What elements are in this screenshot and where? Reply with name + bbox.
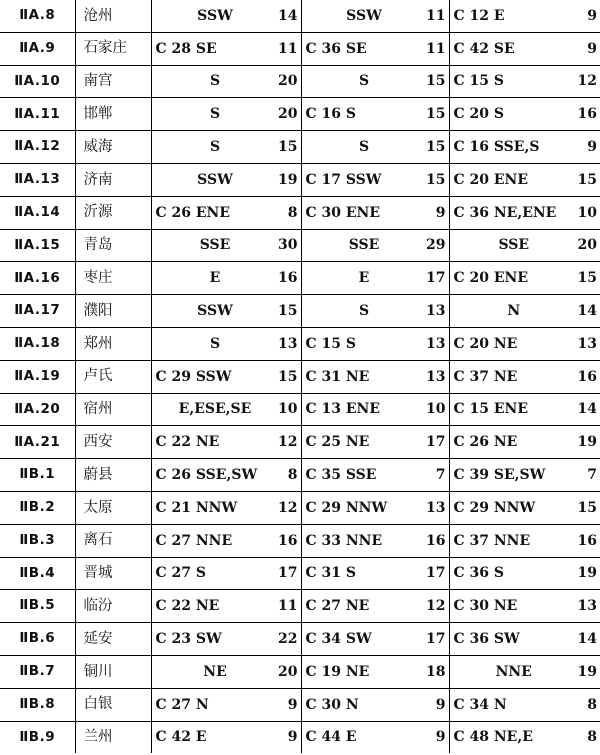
wind-frequency: 15 [426, 139, 446, 156]
wind-direction: C 16 S [305, 106, 356, 123]
table-row [0, 0, 600, 32]
wind-frequency: 14 [577, 401, 597, 418]
wind-cell [449, 426, 600, 459]
wind-cell [449, 688, 600, 721]
zone-code-cell: ⅡA.12 [0, 131, 75, 164]
wind-cell [151, 655, 301, 688]
wind-cell [151, 557, 301, 590]
city-name-cell: 蔚县 [75, 459, 151, 492]
wind-direction: S [209, 106, 221, 123]
wind-frequency: 19 [577, 434, 597, 451]
wind-direction: C 36 SW [453, 631, 520, 648]
wind-cell [449, 491, 600, 524]
wind-frequency: 9 [587, 40, 597, 57]
table-row [0, 393, 600, 426]
wind-direction: C 22 NE [155, 434, 220, 451]
wind-cell [449, 163, 600, 196]
wind-direction: C 37 NE [453, 368, 518, 385]
wind-cell [449, 360, 600, 393]
wind-cell [151, 229, 301, 262]
wind-cell [449, 65, 600, 98]
wind-frequency: 12 [426, 598, 446, 615]
wind-cell [301, 393, 449, 426]
wind-cell [301, 295, 449, 328]
wind-frequency: 16 [426, 532, 446, 549]
wind-frequency: 17 [426, 565, 446, 582]
wind-frequency: 13 [426, 335, 446, 352]
table-row [0, 131, 600, 164]
wind-direction: S [358, 303, 370, 320]
wind-cell [449, 655, 600, 688]
wind-frequency: 9 [435, 729, 446, 746]
wind-direction: C 26 SSE,SW [155, 467, 258, 484]
table-row [0, 163, 600, 196]
wind-direction: C 30 NE [453, 598, 518, 615]
wind-cell [301, 655, 449, 688]
wind-direction: C 30 ENE [305, 204, 381, 221]
zone-code-cell: ⅡB.1 [0, 459, 75, 492]
wind-cell [301, 524, 449, 557]
wind-direction: C 33 NNE [305, 532, 383, 549]
wind-cell [449, 262, 600, 295]
wind-cell [301, 262, 449, 295]
zone-code-cell: ⅡA.19 [0, 360, 75, 393]
table-row [0, 32, 600, 65]
wind-cell [151, 131, 301, 164]
wind-cell [151, 0, 301, 32]
wind-direction: C 27 S [155, 565, 206, 582]
wind-frequency: 22 [278, 631, 298, 648]
wind-direction: C 19 NE [305, 663, 370, 680]
wind-cell [151, 721, 301, 753]
zone-code-cell: ⅡB.6 [0, 623, 75, 656]
wind-frequency: 15 [577, 499, 597, 516]
wind-cell [449, 327, 600, 360]
city-name-cell: 济南 [75, 163, 151, 196]
wind-frequency: 12 [577, 73, 597, 90]
wind-direction: S [209, 73, 221, 90]
zone-code-cell: ⅡA.20 [0, 393, 75, 426]
wind-frequency: 9 [587, 139, 597, 156]
wind-direction: C 31 NE [305, 368, 370, 385]
wind-direction: C 36 S [453, 565, 504, 582]
city-name-cell: 濮阳 [75, 295, 151, 328]
wind-cell [301, 163, 449, 196]
wind-direction: C 27 N [155, 696, 209, 713]
wind-frequency: 13 [426, 368, 446, 385]
zone-code-cell: ⅡB.2 [0, 491, 75, 524]
wind-cell [449, 393, 600, 426]
wind-frequency: 8 [287, 204, 298, 221]
zone-code-cell: ⅡB.7 [0, 655, 75, 688]
wind-direction: C 27 NNE [155, 532, 233, 549]
city-name-cell: 枣庄 [75, 262, 151, 295]
table-row [0, 491, 600, 524]
wind-cell [449, 590, 600, 623]
wind-cell [449, 721, 600, 753]
wind-cell [151, 295, 301, 328]
wind-cell [151, 491, 301, 524]
wind-cell [301, 426, 449, 459]
zone-code-cell: ⅡB.5 [0, 590, 75, 623]
wind-cell [449, 623, 600, 656]
wind-frequency: 14 [577, 631, 597, 648]
zone-code-cell: ⅡA.14 [0, 196, 75, 229]
wind-frequency: 11 [426, 7, 446, 24]
wind-frequency: 17 [426, 631, 446, 648]
wind-direction: SSE [199, 237, 231, 254]
wind-frequency: 15 [278, 303, 298, 320]
wind-frequency: 16 [278, 532, 298, 549]
wind-cell [151, 196, 301, 229]
wind-frequency: 20 [278, 663, 298, 680]
wind-direction: S [358, 73, 370, 90]
wind-direction: C 26 NE [453, 434, 518, 451]
wind-frequency: 19 [278, 171, 298, 188]
wind-direction: NNE [495, 663, 532, 680]
wind-direction: C 42 E [155, 729, 207, 746]
wind-cell [449, 557, 600, 590]
city-name-cell: 临汾 [75, 590, 151, 623]
wind-direction: C 12 E [453, 7, 505, 24]
wind-cell [449, 32, 600, 65]
wind-frequency: 10 [278, 401, 298, 418]
zone-code-cell: ⅡA.9 [0, 32, 75, 65]
wind-direction: C 22 NE [155, 598, 220, 615]
wind-frequency: 19 [577, 663, 597, 680]
table-row [0, 721, 600, 753]
wind-frequency: 7 [435, 467, 446, 484]
wind-direction: SSE [348, 237, 380, 254]
wind-direction: C 30 N [305, 696, 359, 713]
wind-frequency: 12 [278, 434, 298, 451]
wind-direction: C 48 NE,E [453, 729, 533, 746]
wind-direction: C 27 NE [305, 598, 370, 615]
wind-frequency: 13 [426, 303, 446, 320]
wind-frequency: 7 [587, 467, 597, 484]
wind-direction: C 36 NE,ENE [453, 204, 557, 221]
wind-cell [301, 623, 449, 656]
wind-frequency: 10 [426, 401, 446, 418]
zone-code-cell: ⅡA.8 [0, 0, 75, 32]
wind-frequency: 29 [426, 237, 446, 254]
wind-cell [301, 0, 449, 32]
wind-cell [301, 32, 449, 65]
city-name-cell: 宿州 [75, 393, 151, 426]
wind-direction: C 15 ENE [453, 401, 529, 418]
wind-cell [449, 0, 600, 32]
wind-direction: C 21 NNW [155, 499, 238, 516]
wind-direction: C 34 SW [305, 631, 372, 648]
table-row [0, 327, 600, 360]
wind-direction: C 17 SSW [305, 171, 382, 188]
wind-frequency: 14 [278, 7, 298, 24]
zone-code-cell: ⅡA.10 [0, 65, 75, 98]
wind-frequency: 8 [587, 729, 597, 746]
wind-direction: C 25 NE [305, 434, 370, 451]
city-name-cell: 郑州 [75, 327, 151, 360]
wind-cell [151, 688, 301, 721]
table-row [0, 590, 600, 623]
wind-frequency: 15 [426, 171, 446, 188]
wind-direction: C 20 NE [453, 335, 518, 352]
table-row [0, 459, 600, 492]
wind-direction: C 13 ENE [305, 401, 381, 418]
zone-code-cell: ⅡB.9 [0, 721, 75, 753]
table-row [0, 196, 600, 229]
wind-frequency: 8 [587, 696, 597, 713]
wind-cell [449, 98, 600, 131]
wind-cell [151, 426, 301, 459]
wind-cell [151, 623, 301, 656]
wind-frequency: 15 [426, 73, 446, 90]
wind-cell [151, 163, 301, 196]
city-name-cell: 兰州 [75, 721, 151, 753]
wind-direction: C 28 SE [155, 40, 217, 57]
wind-direction: S [358, 139, 370, 156]
wind-cell [449, 524, 600, 557]
wind-direction: C 34 N [453, 696, 507, 713]
wind-direction: E,ESE,SE [178, 401, 252, 418]
wind-cell [301, 327, 449, 360]
wind-cell [301, 65, 449, 98]
wind-direction: C 29 SSW [155, 368, 232, 385]
wind-cell [151, 524, 301, 557]
zone-code-cell: ⅡA.21 [0, 426, 75, 459]
wind-frequency: 12 [278, 499, 298, 516]
city-name-cell: 青岛 [75, 229, 151, 262]
wind-direction: SSW [197, 7, 233, 24]
wind-frequency: 13 [577, 335, 597, 352]
wind-frequency: 17 [426, 270, 446, 287]
wind-cell [151, 360, 301, 393]
wind-frequency: 15 [577, 270, 597, 287]
wind-frequency: 20 [278, 106, 298, 123]
wind-cell [301, 131, 449, 164]
wind-cell [151, 393, 301, 426]
city-name-cell: 晋城 [75, 557, 151, 590]
city-name-cell: 延安 [75, 623, 151, 656]
wind-cell [151, 98, 301, 131]
zone-code-cell: ⅡB.3 [0, 524, 75, 557]
wind-cell [449, 459, 600, 492]
wind-direction: C 35 SSE [305, 467, 377, 484]
table-row [0, 557, 600, 590]
wind-cell [449, 295, 600, 328]
wind-cell [151, 459, 301, 492]
zone-code-cell: ⅡA.11 [0, 98, 75, 131]
table-row [0, 688, 600, 721]
table-row [0, 295, 600, 328]
table-row [0, 426, 600, 459]
wind-direction: E [209, 270, 221, 287]
wind-direction: C 20 ENE [453, 171, 529, 188]
wind-cell [301, 459, 449, 492]
wind-frequency: 16 [577, 532, 597, 549]
wind-cell [301, 590, 449, 623]
wind-direction: SSW [197, 171, 233, 188]
zone-code-cell: ⅡA.16 [0, 262, 75, 295]
table-row [0, 655, 600, 688]
wind-frequency: 30 [278, 237, 298, 254]
table-row [0, 623, 600, 656]
wind-cell [301, 721, 449, 753]
zone-code-cell: ⅡA.15 [0, 229, 75, 262]
wind-frequency: 15 [426, 106, 446, 123]
zone-code-cell: ⅡA.17 [0, 295, 75, 328]
table-row [0, 229, 600, 262]
wind-frequency: 17 [278, 565, 298, 582]
wind-cell [301, 557, 449, 590]
wind-direction: C 31 S [305, 565, 356, 582]
wind-direction: SSW [197, 303, 233, 320]
wind-frequency: 13 [577, 598, 597, 615]
wind-cell [151, 262, 301, 295]
wind-direction: C 29 NNW [453, 499, 536, 516]
zone-code-cell: ⅡA.18 [0, 327, 75, 360]
zone-code-cell: ⅡA.13 [0, 163, 75, 196]
city-name-cell: 离石 [75, 524, 151, 557]
wind-cell [301, 196, 449, 229]
wind-direction: SSE [498, 237, 530, 254]
wind-direction: C 44 E [305, 729, 357, 746]
city-name-cell: 石家庄 [75, 32, 151, 65]
wind-direction: C 15 S [305, 335, 356, 352]
wind-direction: E [358, 270, 370, 287]
wind-direction: S [209, 139, 221, 156]
wind-direction: S [209, 335, 221, 352]
wind-cell [449, 229, 600, 262]
wind-frequency: 13 [278, 335, 298, 352]
table-row [0, 65, 600, 98]
wind-frequency: 15 [278, 368, 298, 385]
wind-frequency: 10 [577, 204, 597, 221]
city-name-cell: 南宫 [75, 65, 151, 98]
wind-cell [449, 131, 600, 164]
wind-cell [301, 98, 449, 131]
wind-direction: C 29 NNW [305, 499, 388, 516]
wind-frequency: 20 [278, 73, 298, 90]
wind-frequency: 11 [278, 598, 298, 615]
wind-frequency: 9 [435, 696, 446, 713]
wind-frequency: 9 [287, 729, 298, 746]
wind-frequency: 9 [287, 696, 298, 713]
wind-frequency: 13 [426, 499, 446, 516]
wind-direction: C 39 SE,SW [453, 467, 546, 484]
wind-direction: C 16 SSE,S [453, 139, 540, 156]
wind-direction: C 20 ENE [453, 270, 529, 287]
wind-frequency: 14 [577, 303, 597, 320]
wind-frequency: 20 [577, 237, 597, 254]
wind-frequency: 16 [278, 270, 298, 287]
wind-frequency: 16 [577, 368, 597, 385]
city-name-cell: 太原 [75, 491, 151, 524]
wind-frequency: 9 [587, 7, 597, 24]
wind-frequency: 8 [287, 467, 298, 484]
wind-frequency: 11 [426, 40, 446, 57]
wind-direction: C 26 ENE [155, 204, 231, 221]
city-name-cell: 邯郸 [75, 98, 151, 131]
wind-frequency: 11 [278, 40, 298, 57]
wind-frequency: 18 [426, 663, 446, 680]
wind-direction: C 36 SE [305, 40, 367, 57]
wind-cell [151, 327, 301, 360]
city-name-cell: 沂源 [75, 196, 151, 229]
wind-direction: C 23 SW [155, 631, 222, 648]
wind-frequency: 16 [577, 106, 597, 123]
city-name-cell: 白银 [75, 688, 151, 721]
table-row [0, 524, 600, 557]
wind-frequency: 15 [577, 171, 597, 188]
wind-frequency: 17 [426, 434, 446, 451]
zone-code-cell: ⅡB.4 [0, 557, 75, 590]
city-name-cell: 西安 [75, 426, 151, 459]
wind-cell [151, 65, 301, 98]
wind-cell [301, 688, 449, 721]
wind-cell [301, 491, 449, 524]
wind-frequency: 19 [577, 565, 597, 582]
city-name-cell: 铜川 [75, 655, 151, 688]
wind-frequency: 9 [435, 204, 446, 221]
city-name-cell: 沧州 [75, 0, 151, 32]
wind-cell [151, 32, 301, 65]
wind-direction: C 42 SE [453, 40, 515, 57]
wind-direction: C 20 S [453, 106, 504, 123]
wind-direction: C 37 NNE [453, 532, 531, 549]
table-row [0, 360, 600, 393]
wind-direction: N [507, 303, 521, 320]
wind-cell [301, 360, 449, 393]
city-name-cell: 威海 [75, 131, 151, 164]
wind-frequency: 15 [278, 139, 298, 156]
wind-direction: NE [203, 663, 227, 680]
wind-cell [301, 229, 449, 262]
city-name-cell: 卢氏 [75, 360, 151, 393]
wind-cell [449, 196, 600, 229]
table-row [0, 98, 600, 131]
table-row [0, 262, 600, 295]
wind-direction: C 15 S [453, 73, 504, 90]
wind-direction: SSW [346, 7, 382, 24]
zone-code-cell: ⅡB.8 [0, 688, 75, 721]
wind-cell [151, 590, 301, 623]
